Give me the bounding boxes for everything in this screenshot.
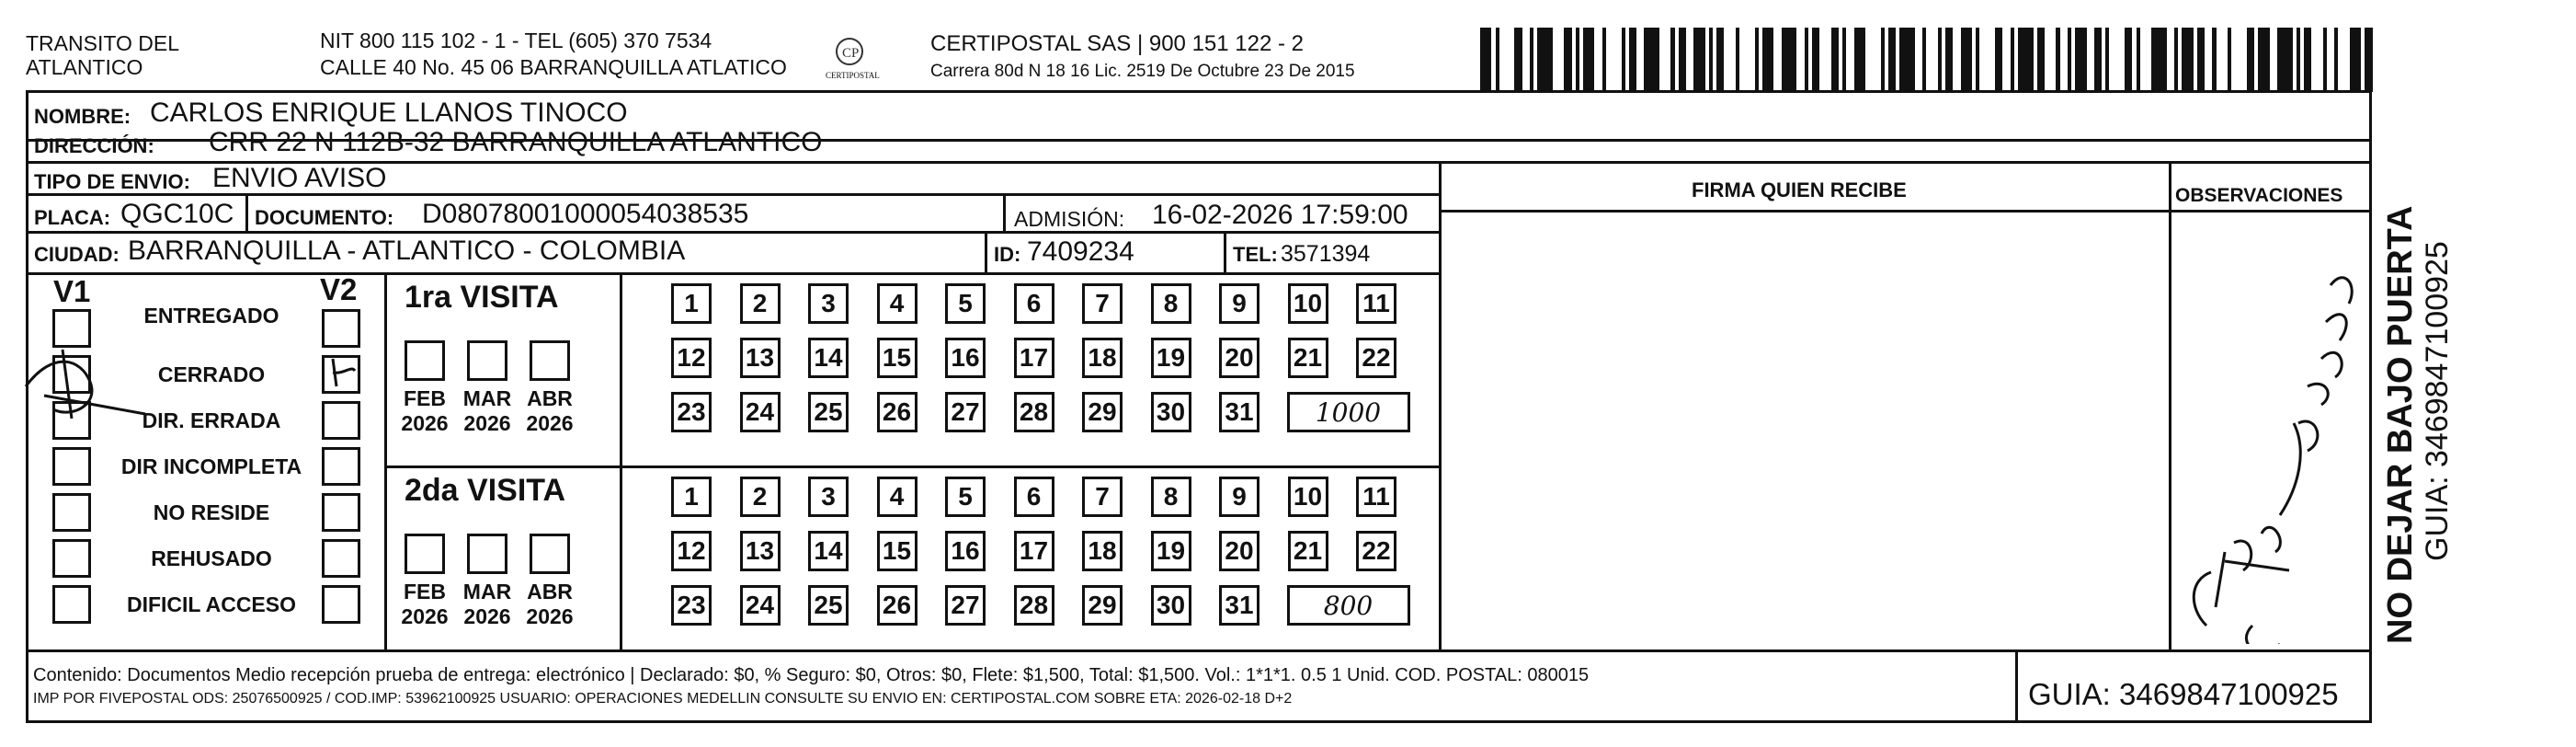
v2-checkbox-0[interactable] [322,309,360,348]
observaciones-label: OBSERVACIONES [2175,185,2343,206]
admision-value: 16-02-2026 17:59:00 [1152,200,1408,230]
footer-box [26,649,2372,723]
id-value: 7409234 [1027,236,1134,267]
status-label: REHUSADO [151,546,272,570]
status-label: DIR INCOMPLETA [120,454,302,478]
day-box[interactable]: 29 [1082,585,1123,626]
handwritten-time-box[interactable]: 1000 [1287,392,1410,432]
day-box[interactable]: 7 [1082,283,1123,324]
tipo-envio-value: ENVIO AVISO [212,163,387,193]
v2-checkbox-5[interactable] [322,539,360,578]
day-box[interactable]: 20 [1219,531,1260,571]
day-box[interactable]: 29 [1082,392,1123,432]
month-name: MAR [462,386,512,410]
admision-label: ADMISIÓN: [1014,207,1125,231]
day-box[interactable]: 2 [740,477,781,517]
placa-row [26,193,1442,234]
documento-value: D08078001000054038535 [422,199,749,229]
day-box[interactable]: 24 [740,585,781,626]
day-box[interactable]: 9 [1219,283,1260,324]
v2-label: V2 [320,272,358,306]
day-box[interactable]: 31 [1219,392,1260,432]
barcode [1480,28,2381,92]
day-box[interactable]: 14 [808,338,849,378]
direccion-row [26,129,2372,164]
company-name-line2: ATLANTICO [26,55,143,79]
day-box[interactable]: 17 [1014,531,1054,571]
company-nit: NIT 800 115 102 - 1 - TEL (605) 370 7534 [320,29,712,52]
month-checkbox[interactable] [467,534,507,574]
firma-label: FIRMA QUIEN RECIBE [1692,178,1907,201]
month-checkbox[interactable] [530,340,570,381]
v2-checkbox-6[interactable] [322,585,360,624]
tel-value: 3571394 [1281,241,1371,267]
day-box[interactable]: 4 [877,283,918,324]
month-checkbox[interactable] [405,534,445,574]
id-label: ID: [994,243,1021,266]
visit-title: 2da VISITA [405,473,566,508]
day-box[interactable]: 4 [877,477,918,517]
month-year: 2026 [463,604,511,628]
v2-checkbox-2[interactable] [322,401,360,440]
handwritten-mark-v1 [7,331,154,432]
day-box[interactable]: 3 [808,283,849,324]
month-checkbox[interactable] [530,534,570,574]
footer-guia: GUIA: 3469847100925 [2028,677,2339,711]
month-year: 2026 [401,411,449,435]
day-box[interactable]: 31 [1219,585,1260,626]
day-box[interactable]: 21 [1288,338,1328,378]
day-box[interactable]: 1 [671,283,712,324]
handwritten-time-box[interactable]: 800 [1287,585,1410,626]
month-name: FEB [404,386,446,410]
documento-label: DOCUMENTO: [255,206,394,229]
month-name: ABR [527,580,573,603]
month-name: FEB [404,580,446,603]
company-name-line1: TRANSITO DEL [26,31,179,55]
footer-imp: IMP POR FIVEPOSTAL ODS: 25076500925 / COD.IMP: 53962100925 USUARIO: OPERACIONES MEDELLIN CONSULTE SU ENVIO EN: CERTIPOSTAL.COM SOBRE ETA: 2026-02-18 D+2 [33,691,1293,707]
day-box[interactable]: 6 [1014,477,1054,517]
month-name: MAR [462,580,512,603]
ciudad-value: BARRANQUILLA - ATLANTICO - COLOMBIA [128,236,686,266]
day-box[interactable]: 19 [1151,338,1191,378]
status-label: DIFICIL ACCESO [126,592,296,616]
day-box[interactable]: 22 [1356,531,1396,571]
placa-label: PLACA: [34,206,111,229]
tel-label: TEL: [1233,243,1278,266]
firma-area [1439,161,2171,652]
certipostal-logo [809,35,901,86]
svg-text:CP: CP [842,46,860,61]
day-box[interactable]: 8 [1151,283,1191,324]
day-box[interactable]: 11 [1356,283,1396,324]
day-box[interactable]: 13 [740,531,781,571]
day-box[interactable]: 10 [1288,477,1328,517]
day-box[interactable]: 17 [1014,338,1054,378]
day-box[interactable]: 22 [1356,338,1396,378]
day-box[interactable]: 2 [740,283,781,324]
month-year: 2026 [401,604,449,628]
month-year: 2026 [463,411,511,435]
day-box[interactable]: 21 [1288,531,1328,571]
tipo-row [26,161,1442,196]
day-box[interactable]: 28 [1014,585,1054,626]
day-box[interactable]: 18 [1082,531,1123,571]
placa-value: QGC10C [120,199,234,229]
day-box[interactable]: 19 [1151,531,1191,571]
day-box[interactable]: 9 [1219,477,1260,517]
day-box[interactable]: 5 [945,477,986,517]
day-box[interactable]: 26 [877,585,918,626]
day-box[interactable]: 16 [945,338,986,378]
visit-title: 1ra VISITA [405,280,559,315]
day-box[interactable]: 12 [671,531,712,571]
month-year: 2026 [526,604,574,628]
footer-contenido: Contenido: Documentos Medio recepción prueba de entrega: electrónico | Declarado: $0, % Seguro: $0, Otros: $0, Flete: $1,500, Total: $1,500. Vol.: 1*1*1. 0.5 1 Unid. COD. POSTAL: 080015 [33,665,1590,685]
status-label: NO RESIDE [153,500,270,524]
day-box[interactable]: 16 [945,531,986,571]
day-box[interactable]: 20 [1219,338,1260,378]
day-box[interactable]: 15 [877,338,918,378]
day-box[interactable]: 13 [740,338,781,378]
day-box[interactable]: 27 [945,392,986,432]
v1-checkbox-6[interactable] [52,585,91,624]
day-box[interactable]: 14 [808,531,849,571]
v1-checkbox-5[interactable] [52,539,91,578]
day-box[interactable]: 11 [1356,477,1396,517]
day-box[interactable]: 7 [1082,477,1123,517]
side-guia: GUIA: 3469847100925 [2420,241,2455,561]
day-box[interactable]: 30 [1151,585,1191,626]
ciudad-label: CIUDAD: [34,243,120,266]
status-label: DIR. ERRADA [142,408,281,432]
day-box[interactable]: 30 [1151,392,1191,432]
day-box[interactable]: 23 [671,392,712,432]
day-box[interactable]: 15 [877,531,918,571]
day-box[interactable]: 26 [877,392,918,432]
status-label: ENTREGADO [143,304,279,328]
day-box[interactable]: 8 [1151,477,1191,517]
v2-checkbox-3[interactable] [322,447,360,486]
month-year: 2026 [526,411,574,435]
handwritten-mark-v2 [324,354,360,391]
day-box[interactable]: 28 [1014,392,1054,432]
nombre-value: CARLOS ENRIQUE LLANOS TINOCO [150,98,628,128]
day-box[interactable]: 27 [945,585,986,626]
v2-checkbox-4[interactable] [322,493,360,532]
nombre-label: NOMBRE: [34,105,131,128]
v1-checkbox-3[interactable] [52,447,91,486]
day-box[interactable]: 23 [671,585,712,626]
no-dejar-bajo-puerta: NO DEJAR BAJO PUERTA [2381,205,2420,644]
v1-checkbox-4[interactable] [52,493,91,532]
day-box[interactable]: 3 [808,477,849,517]
day-box[interactable]: 10 [1288,283,1328,324]
tipo-envio-label: TIPO DE ENVIO: [34,170,190,193]
logo-text: CERTIPOSTAL [826,71,880,80]
certipostal-address: Carrera 80d N 18 16 Lic. 2519 De Octubre 23 De 2015 [930,62,1355,81]
day-box[interactable]: 18 [1082,338,1123,378]
month-checkbox[interactable] [405,340,445,381]
day-box[interactable]: 1 [671,477,712,517]
day-box[interactable]: 24 [740,392,781,432]
direccion-label: DIRECCIÓN: [34,134,154,157]
day-box[interactable]: 6 [1014,283,1054,324]
day-box[interactable]: 25 [808,585,849,626]
ciudad-row [26,231,1442,275]
direccion-value: CRR 22 N 112B-32 BARRANQUILLA ATLANTICO [209,127,823,157]
month-checkbox[interactable] [467,340,507,381]
v1-label: V1 [53,274,91,308]
month-name: ABR [527,386,573,410]
certipostal-info: CERTIPOSTAL SAS | 900 151 122 - 2 [930,31,1304,56]
day-box[interactable]: 25 [808,392,849,432]
handwritten-observation [2170,239,2372,644]
day-box[interactable]: 5 [945,283,986,324]
company-address: CALLE 40 No. 45 06 BARRANQUILLA ATLATICO [320,55,787,79]
status-label: CERRADO [157,362,266,386]
day-box[interactable]: 12 [671,338,712,378]
